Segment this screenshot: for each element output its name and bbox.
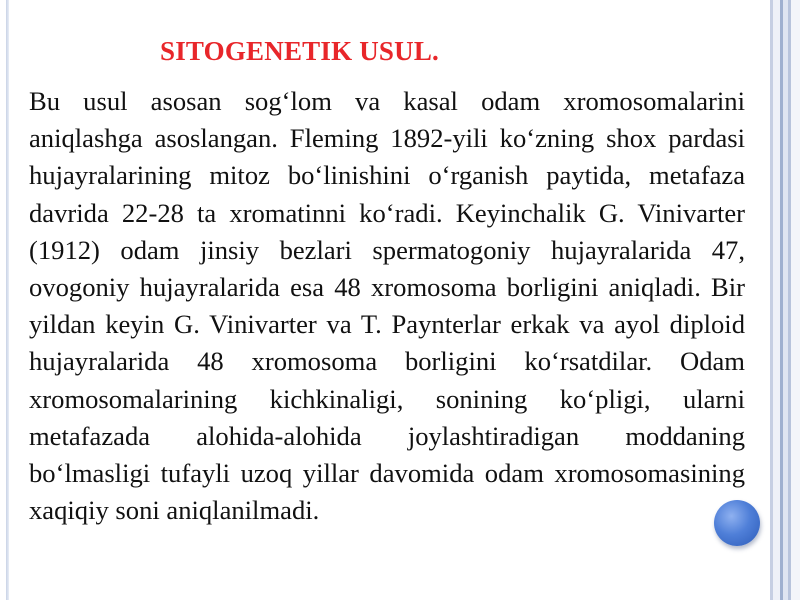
slide-frame-right	[768, 0, 800, 600]
decorative-circle-icon	[714, 500, 760, 546]
slide-body-text: Bu usul asosan sog‘lom va kasal odam xromosomalarini aniqlashga asoslangan. Fleming 1892-yili ko‘zning shox pardasi hujayralarining mitoz bo‘linishini o‘rganish paytida, metafaza davrida 22-28 ta xromatinni ko‘radi. Keyinchalik G. Vinivarter (1912) odam jinsiy bezlari spermatogoniy hujayralarida 47, ovogoniy hujayralarida esa 48 xromosoma borligini aniqladi. Bir yildan keyin G. Vinivarter va T. Paynterlar erkak va ayol diploid hujayralarida 48 xromosoma borligini ko‘rsatdilar. Odam xromosomalarining kichkinaligi, sonining ko‘pligi, ularni metafazada alohida-alohida joylashtiradigan moddaning bo‘lmasligi tufayli uzoq yillar davomida odam xromosomasining xaqiqiy soni aniqlanilmadi.	[29, 86, 745, 526]
slide-title: SITOGENETIK USUL.	[160, 36, 440, 66]
slide-frame-left	[6, 0, 9, 600]
